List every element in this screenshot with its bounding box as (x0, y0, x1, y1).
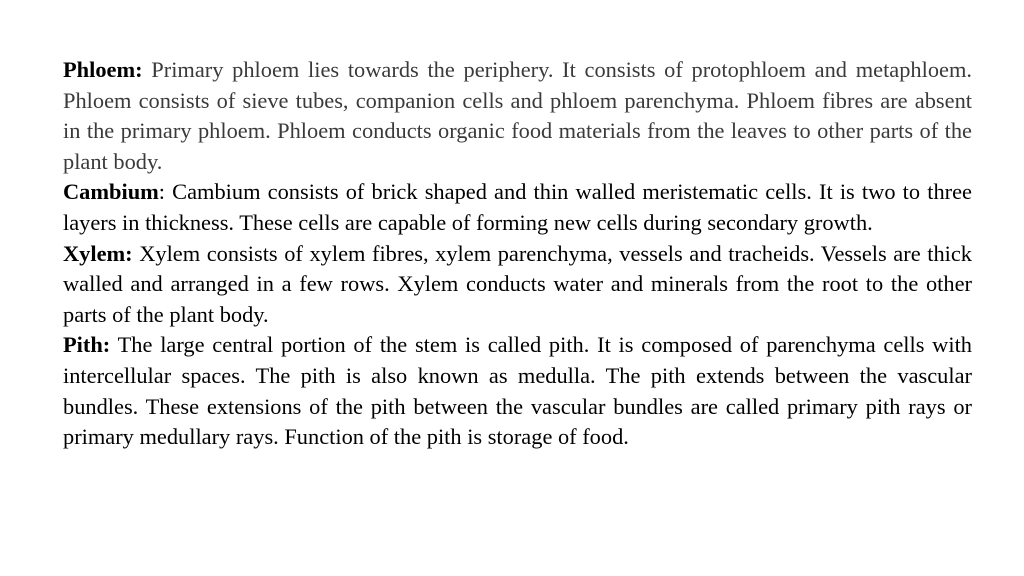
term-pith: Pith: (63, 332, 111, 358)
text-xylem: Xylem consists of xylem fibres, xylem parenchyma, vessels and tracheids. Vessels are thick walled and arranged in a few rows. Xylem conducts water and minerals from the root to the other parts of the plant body. (63, 240, 972, 327)
term-phloem: Phloem: (63, 57, 143, 82)
term-xylem: Xylem: (63, 240, 133, 266)
text-cambium: : Cambium consists of brick shaped and thin walled meristematic cells. It is two to three layers in thickness. These cells are capable of forming new cells during secondary growth. (63, 179, 972, 235)
paragraph-cambium (63, 177, 972, 238)
paragraph-pith (63, 330, 972, 452)
term-cambium: Cambium (63, 179, 159, 205)
paragraph-xylem (63, 239, 972, 331)
paragraph-phloem (63, 55, 972, 177)
text-phloem: Primary phloem lies towards the periphery. It consists of protophloem and metaphloem. Phloem consists of sieve tubes, companion cells and phloem parenchyma. Phloem fibres are absent in the primary phloem. Phloem conducts organic food materials from the leaves to other parts of the plant body. (63, 57, 972, 174)
text-pith: The large central portion of the stem is called pith. It is composed of parenchyma cells with intercellular spaces. The pith is also known as medulla. The pith extends between the vascular bundles. These extensions of the pith between the vascular bundles are called primary pith rays or primary medullary rays. Function of the pith is storage of food. (63, 332, 972, 450)
